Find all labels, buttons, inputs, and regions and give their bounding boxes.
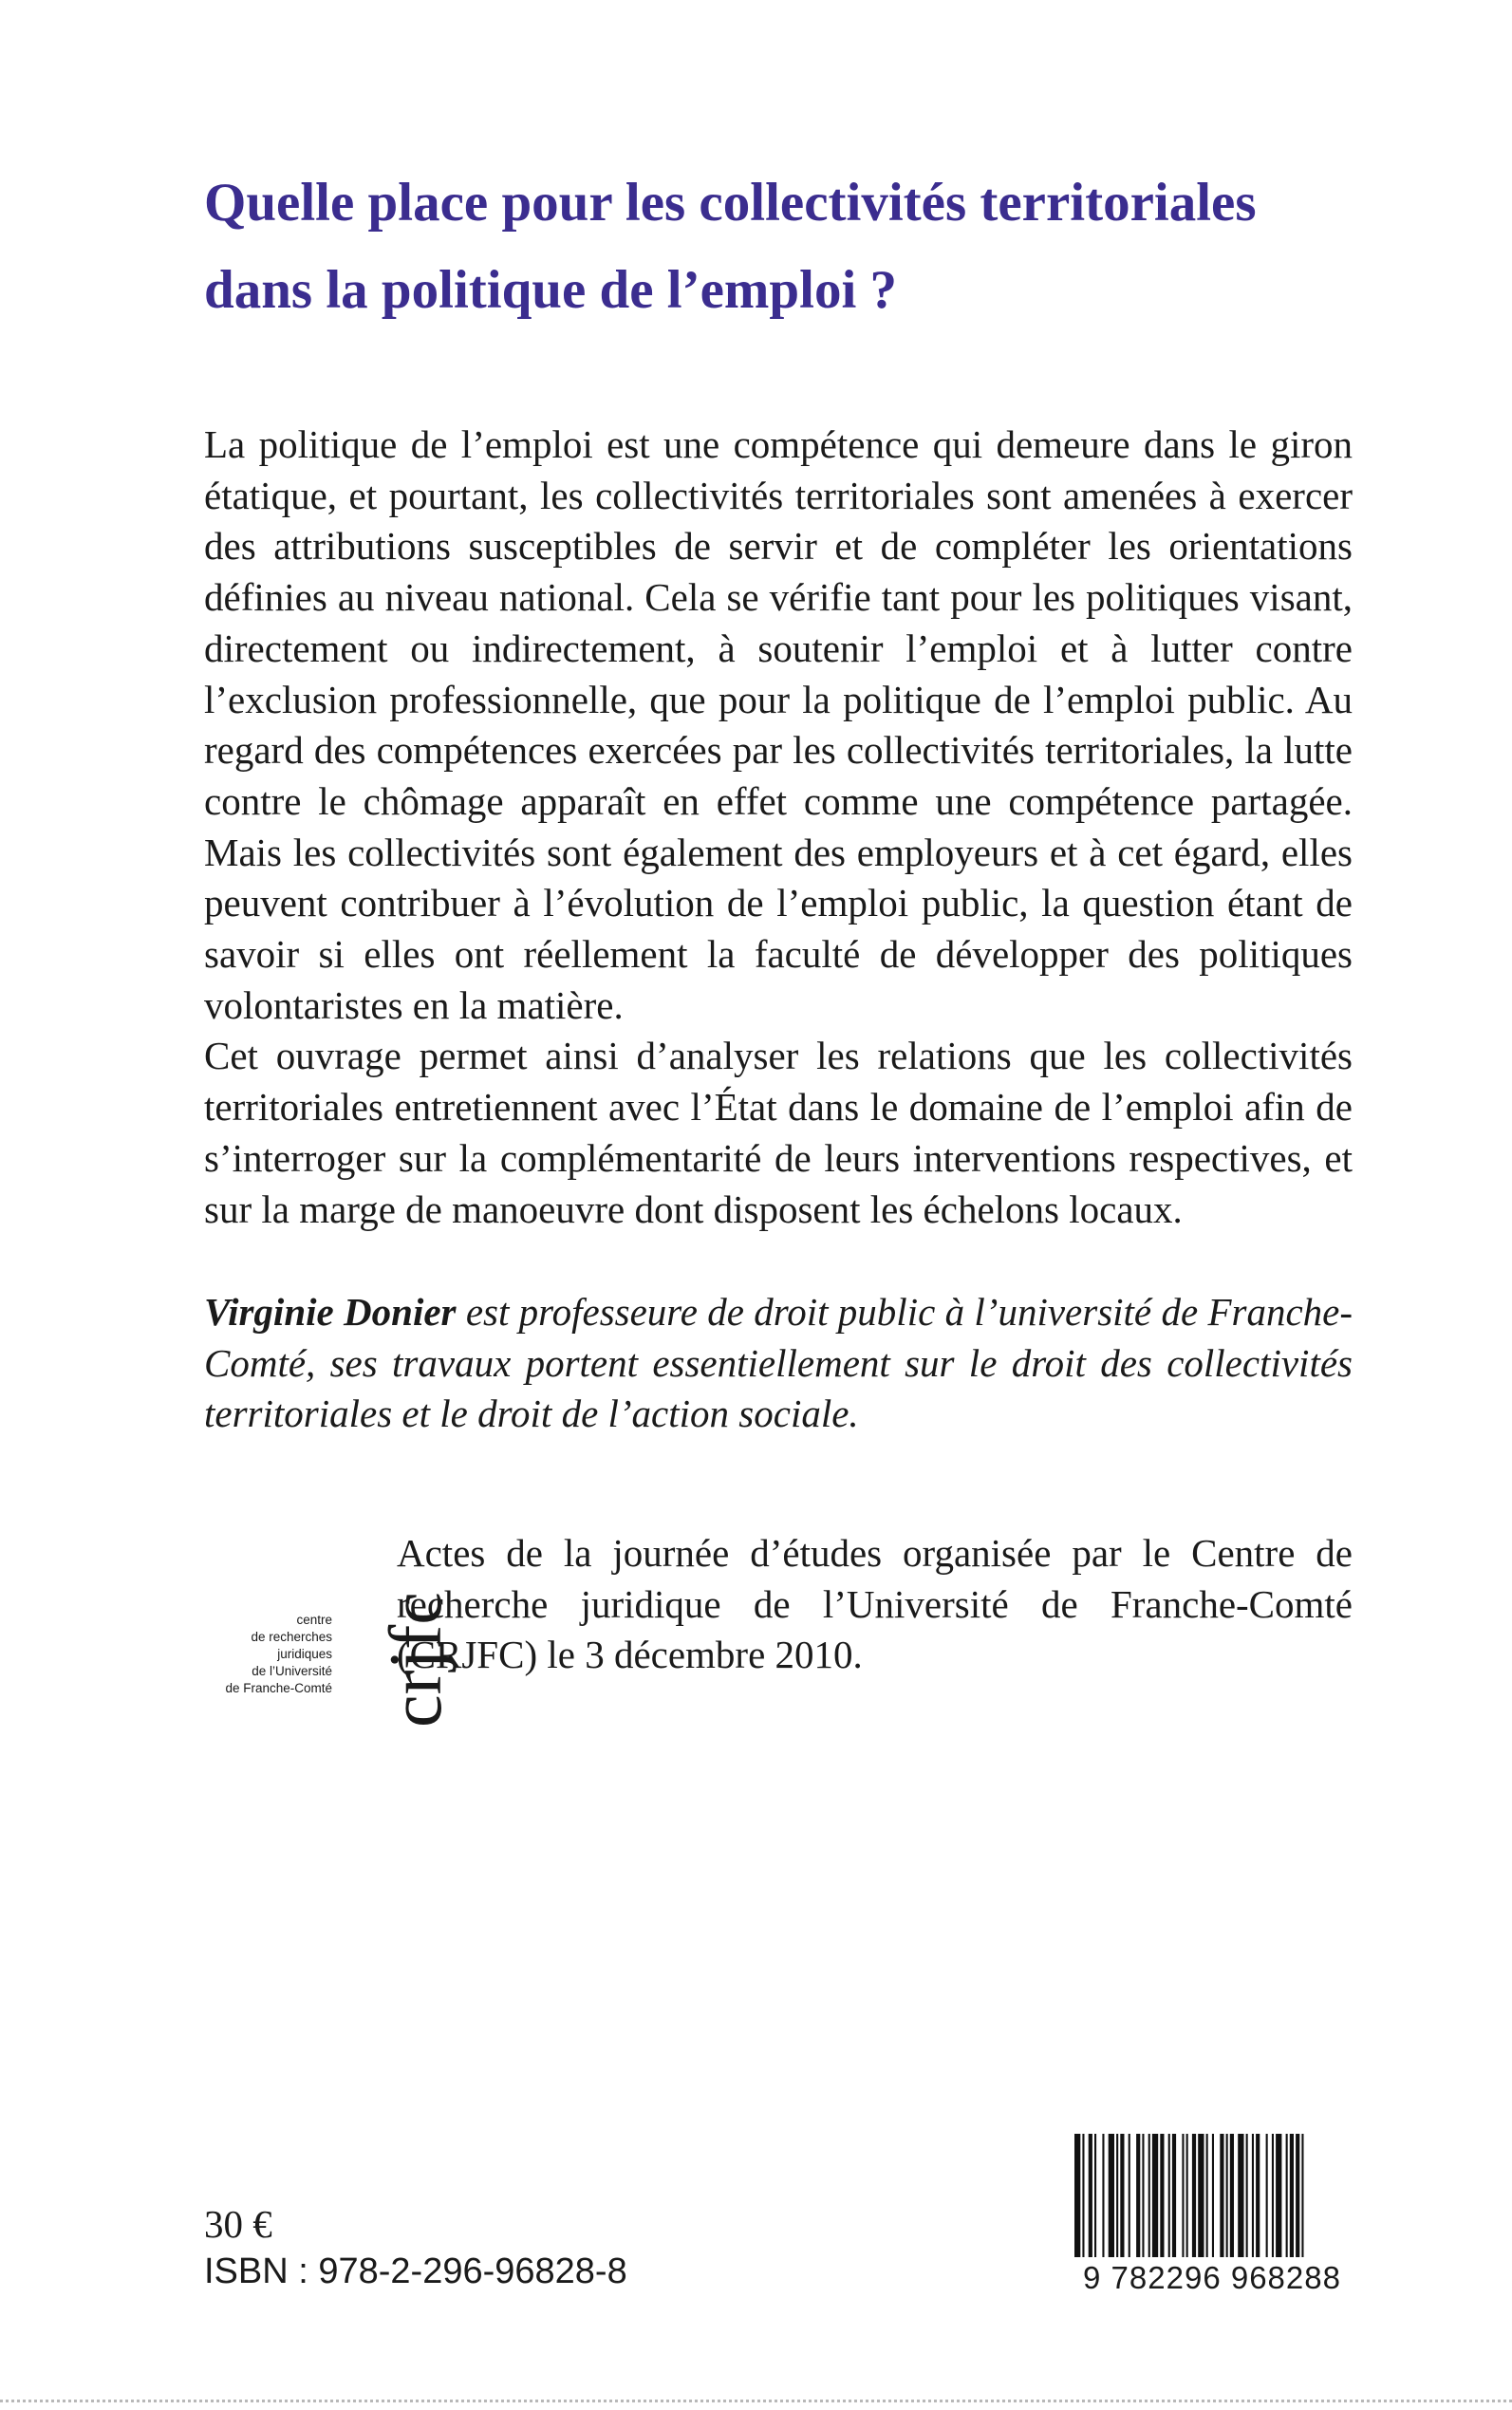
barcode-bar [1172,2134,1176,2267]
barcode-bar [1116,2134,1118,2267]
barcode-bar [1168,2134,1170,2267]
barcode-bar [1272,2134,1274,2267]
author-bio [204,1287,1353,1440]
barcode-bar [1238,2134,1243,2267]
logo-caption-line: centre [296,1613,332,1627]
barcode-bar [1206,2134,1208,2267]
barcode-bar [1220,2134,1223,2267]
barcode-bar [1276,2134,1281,2267]
barcode-bar [1266,2134,1268,2267]
barcode-bar [1148,2134,1150,2267]
title-line-2: dans la politique de l’emploi ? [204,260,898,320]
author-bio-text: est professeure de droit public à l’université de Franche-Comté, ses travaux portent essentiellement sur le droit des collectivités territoriales et le droit de l’action sociale. [204,1290,1353,1436]
barcode-bar [1074,2134,1080,2267]
barcode-bar [1226,2134,1228,2267]
barcode-bar [1129,2134,1130,2267]
logo-caption-line: de l’Université [252,1664,332,1678]
crjfc-logo [216,1519,457,1747]
barcode-bar [1182,2134,1184,2267]
barcode [1061,2134,1363,2305]
author-name: Virginie Donier [204,1290,457,1334]
summary-text [204,420,1353,1235]
isbn: ISBN : 978-2-296-96828-8 [204,2251,627,2291]
barcode-bar [1160,2134,1164,2267]
barcode-bar [1256,2134,1260,2267]
logo-mark-text: crjfc [374,1592,457,1728]
barcode-bar [1230,2134,1234,2267]
logo-caption-line: juridiques [277,1647,332,1661]
bottom-divider [0,2400,1512,2403]
price: 30 € [204,2202,272,2246]
barcode-bar [1290,2134,1294,2267]
logo-caption [225,1612,332,1697]
summary-paragraph-1: La politique de l’emploi est une compétence qui demeure dans le giron étatique, et pourtant, les collectivités territoriales sont amenées à exercer des attributions susceptibles de servir et de compléter les orientations définies au niveau national. Cela se vérifie tant pour les politiques visant, directement ou indirectement, à soutenir l’emploi et à lutter contre l’exclusion professionnelle, que pour la politique de l’emploi public. Au regard des compétences exercées par les collectivités territoriales, la lutte contre le chômage apparaît en effet comme une compétence partagée. Mais les collectivités sont également des employeurs et à cet égard, elles peuvent contribuer à l’évolution de l’emploi public, la question étant de savoir si elles ont réellement la faculté de développer des politiques volontaristes en la matière. [204,422,1353,1027]
logo-mark [342,1528,457,1728]
book-title [204,159,1391,334]
title-line-1: Quelle place pour les collectivités territoriales [204,173,1257,233]
barcode-bar [1142,2134,1144,2267]
barcode-bar [1301,2134,1303,2267]
barcode-bar [1246,2134,1248,2267]
barcode-bar [1136,2134,1140,2267]
logo-caption-line: de Franche-Comté [225,1681,332,1695]
barcode-bar [1192,2134,1196,2267]
barcode-bar [1094,2134,1096,2267]
logo-caption-line: de recherches [251,1630,332,1644]
barcode-bar [1089,2134,1092,2267]
proceedings-note: Actes de la journée d’études organisée par le Centre de recherche juridique de l’Université de Franche-Comté (CRJFC) le 3 décembre 2010. [397,1531,1353,1677]
barcode-bar [1082,2134,1084,2267]
barcode-bar [1152,2134,1158,2267]
barcode-bar [1296,2134,1299,2267]
barcode-bar [1212,2134,1214,2267]
barcode-bar [1102,2134,1104,2267]
barcode-bar [1186,2134,1188,2267]
barcode-bar [1252,2134,1254,2267]
barcode-bar [1109,2134,1114,2267]
barcode-bar [1198,2134,1204,2267]
barcode-bar [1286,2134,1288,2267]
barcode-bar [1120,2134,1124,2267]
summary-paragraph-2: Cet ouvrage permet ainsi d’analyser les relations que les collectivités territoriales entretiennent avec l’État dans le domaine de l’emploi afin de s’interroger sur la complémentarité de leurs interventions respectives, et sur la marge de manoeuvre dont disposent les échelons locaux. [204,1034,1353,1231]
barcode-digits: 9 782296 968288 [1061,2257,1363,2299]
